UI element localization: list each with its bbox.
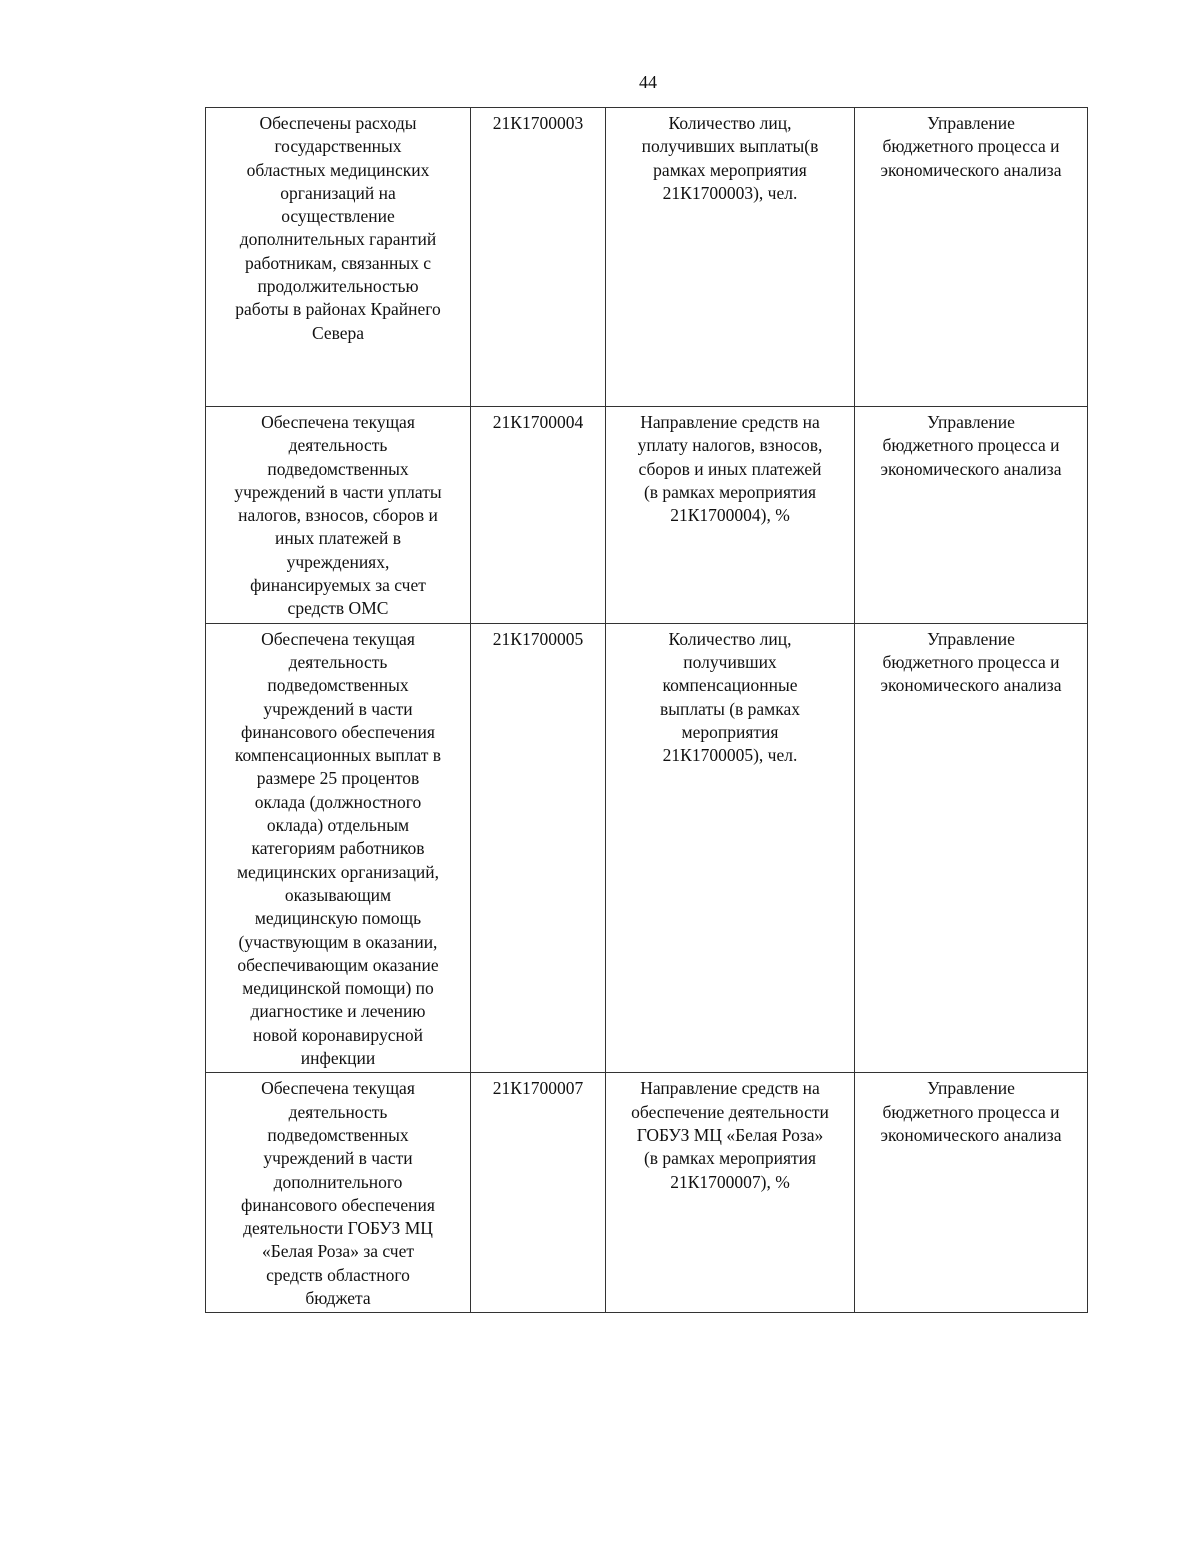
responsible-cell: [855, 108, 1088, 407]
table-row: [206, 407, 1088, 624]
code-text: 21К1700005: [492, 628, 584, 649]
responsible-text: Управление бюджетного процесса и экономического анализа: [880, 628, 1062, 696]
description-text: Обеспечена текущая деятельность подведомственных учреждений в части дополнительного финансового обеспечения деятельности ГОБУЗ МЦ «Белая Роза» за счет средств областного бюджета: [241, 1078, 435, 1308]
table-row: [206, 623, 1088, 1073]
indicator-cell: [606, 623, 855, 1073]
responsible-text: Управление бюджетного процесса и экономического анализа: [880, 1078, 1062, 1145]
page-number: 44: [639, 72, 657, 92]
code-text: 21К1700004: [492, 412, 584, 432]
description-cell: [206, 407, 471, 624]
description-text: Обеспечены расходы государственных областных медицинских организаций на осуществление дополнительных гарантий работникам, связанных с продолжительностью работы в районах Крайнего Севера: [235, 113, 441, 343]
indicator-cell: [606, 1073, 855, 1313]
indicator-text: Направление средств на обеспечение деятельности ГОБУЗ МЦ «Белая Роза» (в рамках мероприятия 21К1700007), %: [631, 1078, 829, 1192]
description-cell: [206, 623, 471, 1073]
table-row: [206, 108, 1088, 407]
indicator-text: Количество лиц, получивших компенсационные выплаты (в рамках мероприятия 21К1700005), чел.: [659, 628, 801, 766]
description-cell: [206, 108, 471, 407]
responsible-cell: [855, 407, 1088, 624]
responsible-text: Управление бюджетного процесса и экономического анализа: [880, 412, 1062, 479]
code-cell: [471, 1073, 606, 1313]
indicator-text: Количество лиц, получивших выплаты(в рамках мероприятия 21К1700003), чел.: [641, 113, 819, 203]
description-cell: [206, 1073, 471, 1313]
description-text: Обеспечена текущая деятельность подведомственных учреждений в части уплаты налогов, взносов, сборов и иных платежей в учреждениях, финансируемых за счет средств ОМС: [234, 412, 442, 619]
description-text: Обеспечена текущая деятельность подведомственных учреждений в части финансового обеспечения компенсационных выплат в размере 25 процентов оклада (должностного оклада) отдельным категориям работников медицинских организаций, оказывающим медицинскую помощь (участвующим в оказании, обеспечивающим оказание медицинской помощи) по диагностике и лечению новой коронавирусной инфекции: [234, 628, 442, 1069]
responsible-cell: [855, 623, 1088, 1073]
measures-table: [205, 107, 1088, 1313]
indicator-cell: [606, 407, 855, 624]
indicator-cell: [606, 108, 855, 407]
code-cell: [471, 407, 606, 624]
responsible-cell: [855, 1073, 1088, 1313]
responsible-text: Управление бюджетного процесса и экономического анализа: [880, 113, 1062, 180]
code-cell: [471, 108, 606, 407]
code-text: 21К1700003: [492, 113, 584, 133]
code-text: 21К1700007: [492, 1078, 584, 1099]
table-row: [206, 1073, 1088, 1313]
code-cell: [471, 623, 606, 1073]
indicator-text: Направление средств на уплату налогов, взносов, сборов и иных платежей (в рамках мероприятия 21К1700004), %: [637, 412, 823, 526]
